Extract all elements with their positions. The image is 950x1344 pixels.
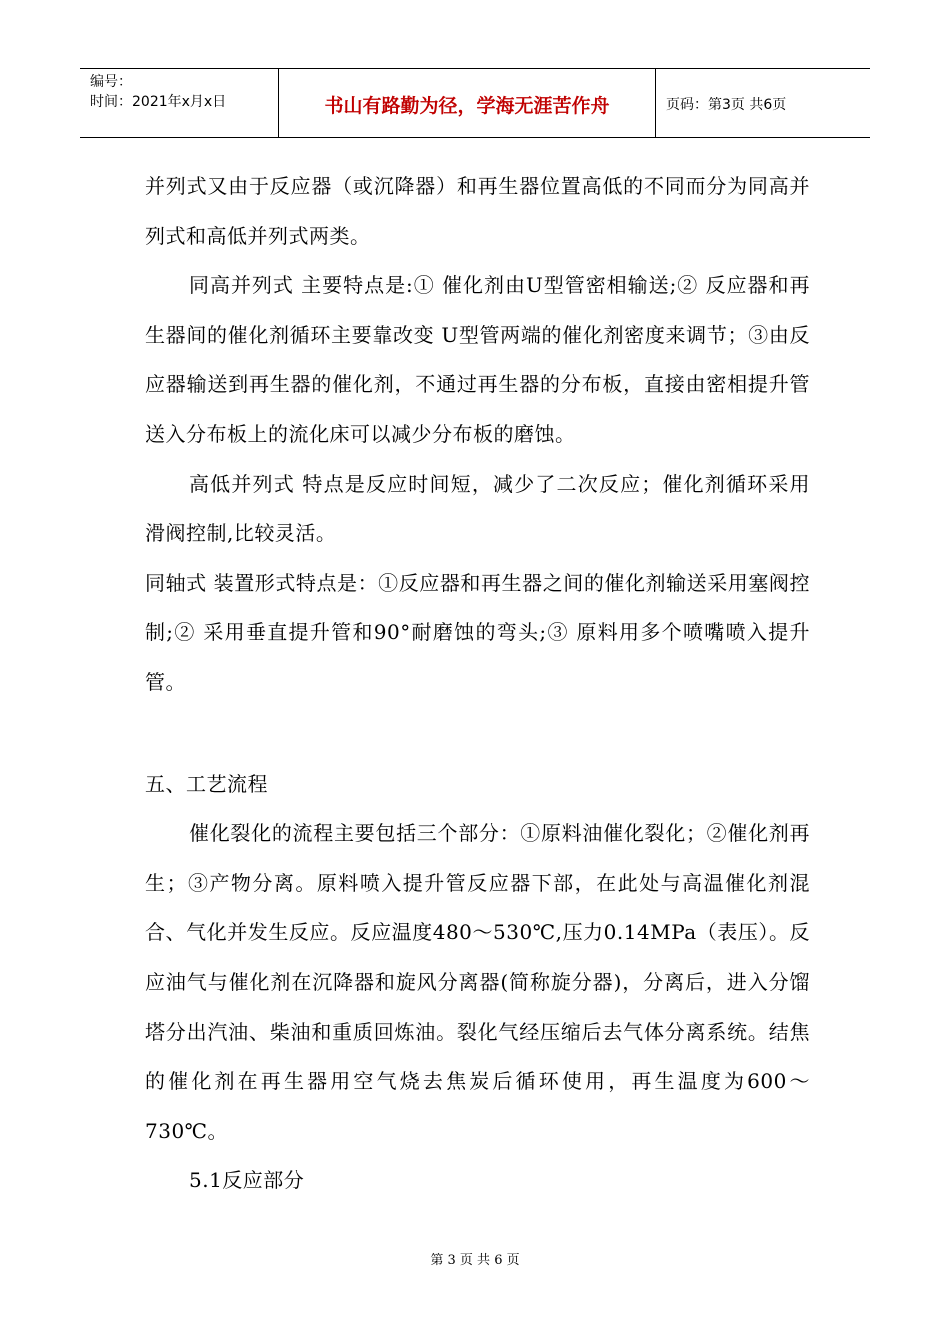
document-body bbox=[145, 162, 810, 1206]
page-footer: 第 3 页 共 6 页 bbox=[430, 1253, 520, 1268]
subsection-heading: 5.1反应部分 bbox=[189, 1168, 305, 1193]
header-right-cell bbox=[656, 69, 870, 137]
document-number-label: 编号： bbox=[90, 74, 132, 90]
header-motto: 书山有路勤为径，学海无涯苦作舟 bbox=[324, 95, 610, 117]
header-left-cell bbox=[80, 69, 278, 137]
paragraph: 催化裂化的流程主要包括三个部分：①原料油催化裂化；②催化剂再生；③产物分离。原料喷入提升管反应器下部，在此处与高温催化剂混合、气化并发生反应。反应温度480～530℃,压力0.14MPa（表压）。反应油气与催化剂在沉降器和旋风分离器(简称旋分器)，分离后，进入分馏塔分出汽油、柴油和重质回炼油。裂化气经压缩后去气体分离系统。结焦的催化剂在再生器用空气烧去焦炭后循环使用，再生温度为600～730℃。 bbox=[145, 821, 810, 1143]
page-header bbox=[80, 68, 870, 138]
header-page-info: 页码：第3页 共6页 bbox=[666, 97, 787, 113]
paragraph: 高低并列式 特点是反应时间短，减少了二次反应；催化剂循环采用滑阀控制,比较灵活。 bbox=[145, 471, 810, 546]
paragraph: 并列式又由于反应器（或沉降器）和再生器位置高低的不同而分为同高并列式和高低并列式两类。 bbox=[145, 174, 810, 248]
paragraph: 同高并列式 主要特点是:① 催化剂由U型管密相输送;② 反应器和再生器间的催化剂循环主要靠改变 U型管两端的催化剂密度来调节；③由反应器输送到再生器的催化剂，不通过再生器的分布板，直接由密相提升管送入分布板上的流化床可以减少分布板的磨蚀。 bbox=[145, 273, 810, 446]
document-time-label: 时间：2021年x月x日 bbox=[90, 94, 227, 110]
section-heading: 五、工艺流程 bbox=[145, 771, 268, 796]
header-center-cell bbox=[278, 69, 656, 137]
paragraph: 同轴式 装置形式特点是：①反应器和再生器之间的催化剂输送采用塞阀控制;② 采用垂直提升管和90°耐磨蚀的弯头;③ 原料用多个喷嘴喷入提升管。 bbox=[145, 570, 810, 694]
